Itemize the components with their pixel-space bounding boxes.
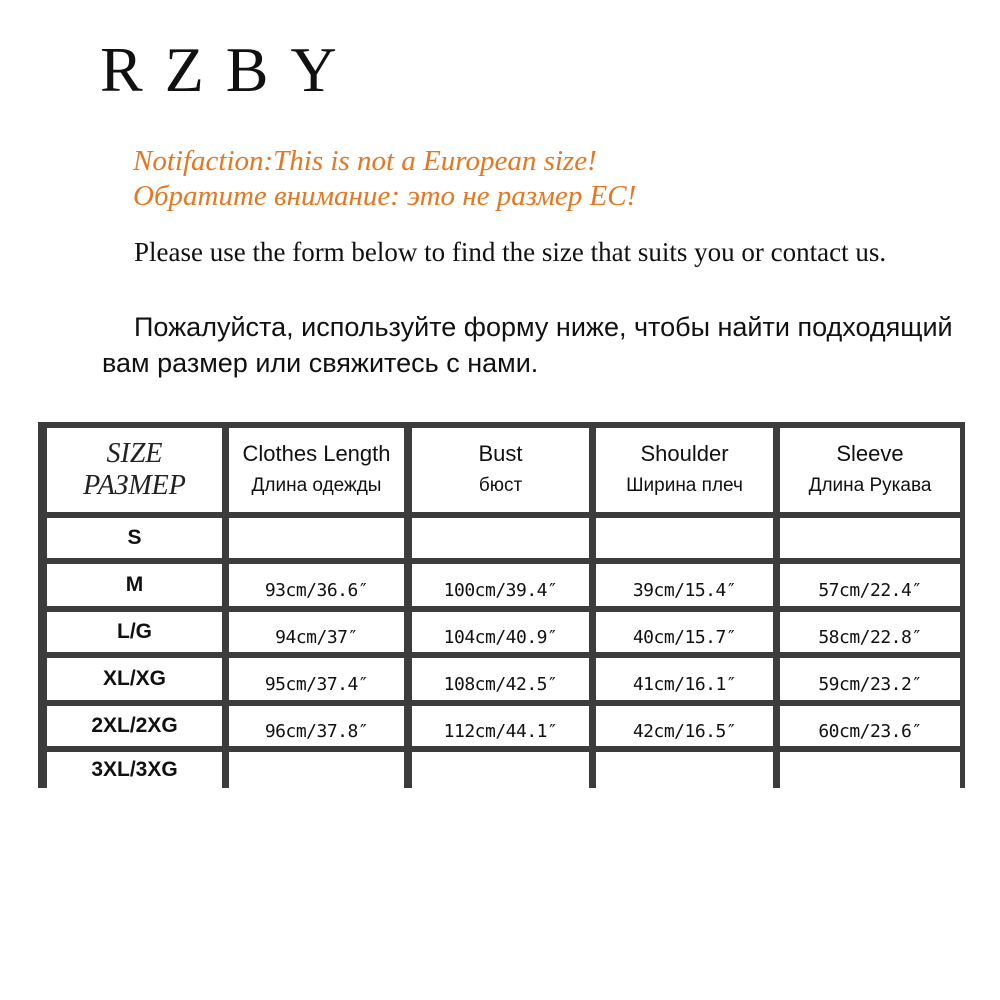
size-label-3xl: 3XL/3XG xyxy=(47,752,222,788)
table-cell: 41cm/16.1″ xyxy=(596,658,773,700)
column-header-sleeve xyxy=(780,428,960,512)
size-label-s: S xyxy=(47,518,222,558)
table-cell xyxy=(596,752,773,788)
column-header-en: Clothes Length xyxy=(242,441,391,466)
table-cell xyxy=(780,752,960,788)
size-chart-table xyxy=(38,422,965,788)
table-cell: 108cm/42.5″ xyxy=(412,658,589,700)
table-cell: 104cm/40.9″ xyxy=(412,612,589,652)
table-cell xyxy=(780,518,960,558)
size-header-ru: РАЗМЕР xyxy=(83,470,186,501)
table-cell xyxy=(596,518,773,558)
column-header-clothes-length xyxy=(229,428,404,512)
size-notice xyxy=(133,144,636,214)
table-cell: 57cm/22.4″ xyxy=(780,564,960,606)
table-cell: 95cm/37.4″ xyxy=(229,658,404,700)
table-cell: 93cm/36.6″ xyxy=(229,564,404,606)
brand-logo: RZBY xyxy=(100,34,359,105)
column-header-shoulder xyxy=(596,428,773,512)
table-cell: 60cm/23.6″ xyxy=(780,706,960,746)
column-header-en: Shoulder xyxy=(640,441,729,466)
table-cell xyxy=(412,518,589,558)
column-header-en: Sleeve xyxy=(836,441,904,466)
column-header-ru: бюст xyxy=(478,475,523,496)
column-header-ru: Длина Рукава xyxy=(808,475,932,496)
size-label-l: L/G xyxy=(47,612,222,652)
table-cell: 112cm/44.1″ xyxy=(412,706,589,746)
table-cell: 59cm/23.2″ xyxy=(780,658,960,700)
table-cell xyxy=(229,518,404,558)
notice-english: Notifaction:This is not a European size! xyxy=(133,145,597,177)
table-cell: 96cm/37.8″ xyxy=(229,706,404,746)
column-header-en: Bust xyxy=(478,441,523,466)
size-label-xl: XL/XG xyxy=(47,658,222,700)
table-cell: 58cm/22.8″ xyxy=(780,612,960,652)
size-column-header xyxy=(47,428,222,512)
table-cell xyxy=(229,752,404,788)
table-cell: 100cm/39.4″ xyxy=(412,564,589,606)
column-header-ru: Длина одежды xyxy=(251,475,382,496)
size-header-en: SIZE xyxy=(106,438,163,469)
instructions-russian: Пожалуйста, используйте форму ниже, чтобы найти подходящий вам размер или свяжитесь с нами. xyxy=(102,312,953,378)
column-header-ru: Ширина плеч xyxy=(626,475,743,496)
size-label-2xl: 2XL/2XG xyxy=(47,706,222,746)
instructions-english: Please use the form below to find the size that suits you or contact us. xyxy=(134,237,887,267)
table-cell: 42cm/16.5″ xyxy=(596,706,773,746)
table-cell xyxy=(412,752,589,788)
size-label-m: M xyxy=(47,564,222,606)
table-cell: 40cm/15.7″ xyxy=(596,612,773,652)
column-header-bust xyxy=(412,428,589,512)
table-cell: 39cm/15.4″ xyxy=(596,564,773,606)
notice-russian: Обратите внимание: это не размер ЕС! xyxy=(133,180,637,212)
table-cell: 94cm/37″ xyxy=(229,612,404,652)
